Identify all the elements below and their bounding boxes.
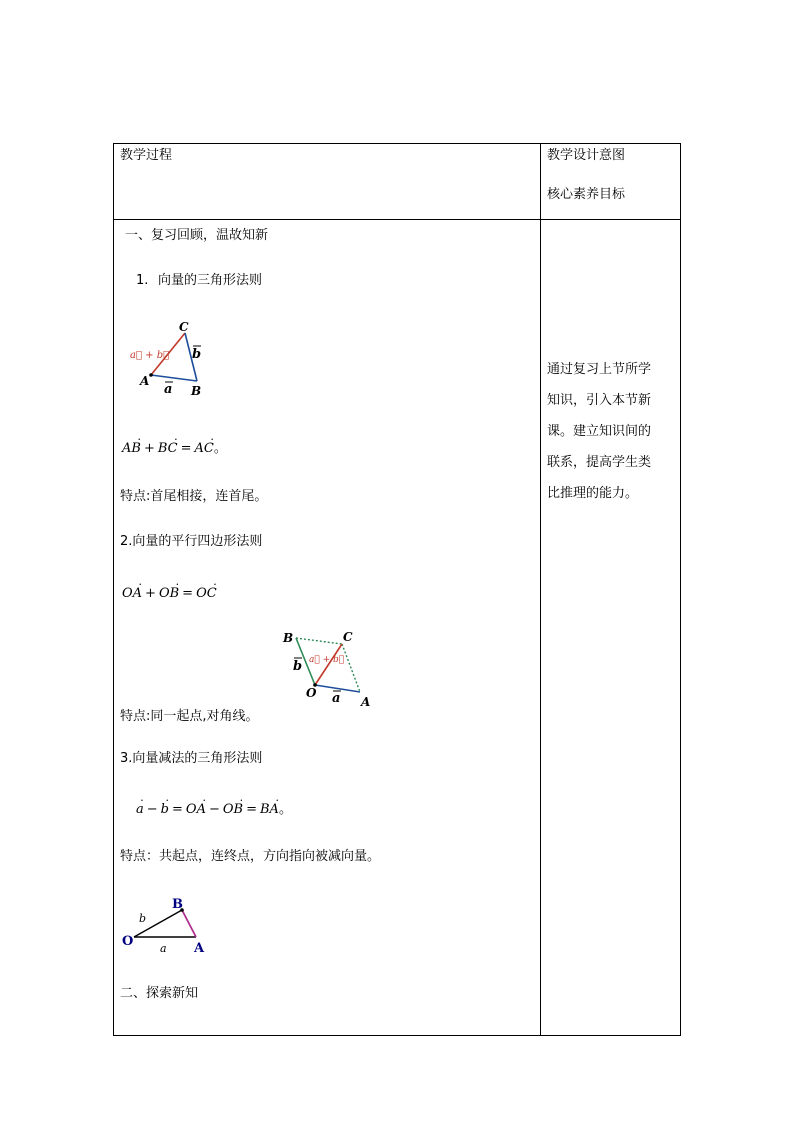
formula-op: + — [143, 441, 155, 456]
point-a — [149, 373, 153, 377]
table-left-border — [113, 143, 114, 1036]
formula-term: OA · — [122, 586, 142, 602]
dotted-ca — [342, 644, 360, 692]
parallelogram-rule-figure — [280, 628, 380, 712]
formula-term: OB · — [223, 802, 243, 818]
table-bottom-border — [113, 1035, 681, 1036]
formula-term: BC · — [158, 441, 178, 457]
design-intent — [547, 354, 667, 509]
label-vec-a: a — [332, 691, 341, 706]
formula-end: 。 — [213, 441, 227, 456]
formula-op: = — [182, 586, 194, 601]
vector-ba — [182, 910, 196, 937]
formula-term: OA · — [186, 802, 206, 818]
header-left: 教学过程 — [120, 148, 173, 163]
label-a: A — [361, 695, 371, 709]
formula-term: BA · — [260, 802, 279, 818]
item1-feature: 特点:首尾相接，连首尾。 — [120, 489, 268, 504]
label-vec-b: b — [293, 659, 303, 674]
label-a: A — [194, 941, 205, 956]
label-sum: a⃗ + b⃗ — [130, 350, 170, 361]
intent-line: 知识，引入本节新 — [547, 393, 652, 408]
intent-line: 通过复习上节所学 — [547, 362, 652, 377]
formula-term: OB · — [159, 586, 179, 602]
formula-op: = — [172, 802, 183, 817]
header-divider — [113, 219, 681, 220]
label-c: C — [343, 630, 353, 644]
formula-term: AB · — [122, 441, 141, 457]
formula-term: a · — [136, 802, 144, 818]
intent-line: 课。建立知识间的 — [547, 424, 652, 439]
header-right-line2: 核心素养目标 — [547, 187, 626, 202]
item1-number: 1. — [136, 273, 149, 288]
label-sum: a⃗ + b⃗ — [309, 655, 345, 665]
section2-title: 二、探索新知 — [120, 986, 199, 1001]
item2-feature: 特点:同一起点,对角线。 — [120, 709, 259, 724]
formula-term: AC · — [195, 441, 214, 457]
dotted-bc — [296, 638, 342, 644]
formula-term: b · — [161, 802, 169, 818]
label-vec-a: a — [164, 382, 173, 397]
label-b: B — [191, 384, 202, 398]
intent-line: 比推理的能力。 — [547, 486, 639, 501]
label-c: C — [179, 320, 189, 334]
label-vec-a: a — [160, 942, 167, 955]
formula-op: = — [180, 441, 192, 456]
table-right-border — [680, 143, 681, 1036]
label-o: O — [122, 934, 134, 949]
formula-term: OC · — [196, 586, 217, 602]
item2-formula — [122, 586, 217, 602]
label-vec-b: b — [139, 912, 147, 925]
item3-feature: 特点：共起点，连终点，方向指向被减向量。 — [120, 849, 381, 864]
intent-line: 联系，提高学生类 — [547, 455, 652, 470]
table-top-border — [113, 143, 681, 144]
formula-end: 。 — [278, 802, 292, 817]
label-a: A — [140, 374, 150, 388]
formula-op: − — [208, 802, 220, 817]
label-b: B — [172, 897, 183, 912]
label-vec-b: b — [192, 347, 202, 362]
header-right-line1: 教学设计意图 — [547, 148, 626, 163]
formula-op: + — [145, 586, 156, 601]
item1-title: 向量的三角形法则 — [158, 273, 263, 288]
item3-formula — [136, 802, 292, 818]
triangle-rule-figure — [126, 318, 216, 400]
label-o: O — [306, 686, 317, 700]
label-b: B — [283, 631, 294, 645]
item1-formula — [122, 441, 227, 457]
formula-op: − — [146, 802, 158, 817]
item3-title: 3.向量减法的三角形法则 — [120, 751, 263, 766]
subtraction-rule-figure — [120, 893, 215, 958]
section1-title: 一、复习回顾，温故知新 — [125, 228, 269, 243]
vector-ab — [151, 375, 197, 381]
item2-title: 2.向量的平行四边形法则 — [120, 534, 263, 549]
column-divider — [540, 143, 541, 1036]
formula-op: = — [246, 802, 257, 817]
